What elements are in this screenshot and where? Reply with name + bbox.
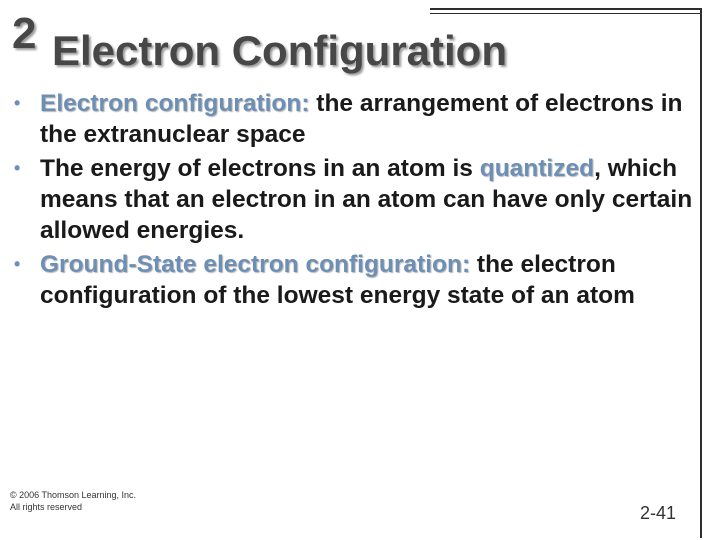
bullet-text-after: the electron configuration of the lowest energy state of an atom	[40, 251, 635, 309]
bullet-dot-icon: •	[14, 254, 21, 274]
bullet-dot-icon: •	[14, 158, 21, 178]
bullet-term: quantized	[479, 155, 595, 182]
copyright-line: © 2006 Thomson Learning, Inc.	[10, 490, 137, 500]
bullet-term: Electron configuration:	[40, 90, 310, 117]
bullet-term: Ground-State electron configuration:	[40, 251, 471, 278]
slide-title: Electron Configuration	[52, 27, 507, 74]
copyright-notice	[10, 489, 136, 513]
bullet-item	[12, 249, 702, 311]
chapter-number: 2	[12, 9, 37, 58]
bullet-text-before: The energy of electrons in an atom is	[40, 155, 480, 182]
slide-number: 2-41	[640, 503, 677, 523]
rights-line: All rights reserved	[10, 502, 83, 512]
bullet-text-after: the arrangement of electrons in the extranuclear space	[40, 90, 683, 148]
bullet-item	[12, 88, 702, 150]
top-rule	[430, 8, 700, 10]
bullet-list	[12, 88, 702, 314]
bullet-dot-icon: •	[14, 93, 21, 113]
top-rule-thin	[430, 13, 700, 14]
bullet-item	[12, 153, 702, 246]
bullet-text-after: , which means that an electron in an atom can have only certain allowed energies.	[40, 155, 693, 244]
